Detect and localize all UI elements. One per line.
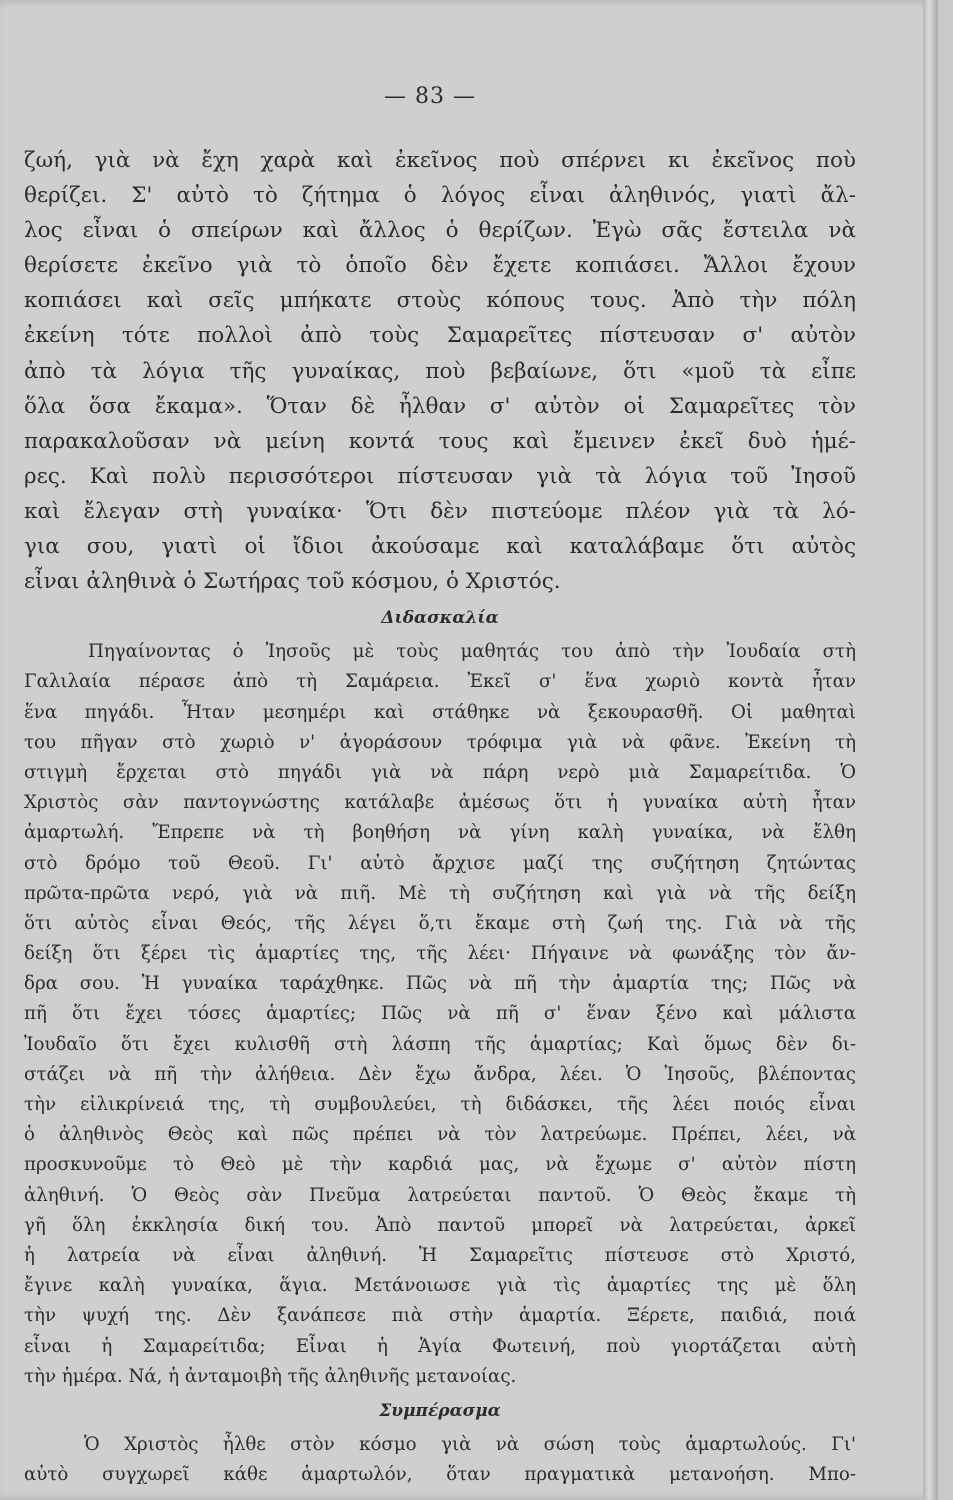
text-line: ζωή, γιὰ νὰ ἔχη χαρὰ καὶ ἐκεῖνος ποὺ σπέρνει κι ἐκεῖνος ποὺ: [24, 148, 856, 173]
page-edge: [923, 0, 938, 1500]
text-line: στάζει νὰ πῆ τὴν ἀλήθεια. Δὲν ἔχω ἄνδρα, λέει. Ὁ Ἰησοῦς, βλέποντας: [24, 1063, 856, 1085]
text-line: λος εἶναι ὁ σπείρων καὶ ἄλλος ὁ θερίζων. Ἐγὼ σᾶς ἔστειλα νὰ: [24, 218, 856, 244]
text-line: ἔγινε καλὴ γυναίκα, ἅγια. Μετάνοιωσε γιὰ τὶς ἁμαρτίες της μὲ ὅλη: [24, 1275, 856, 1297]
text-line: Γαλιλαία πέρασε ἀπὸ τὴ Σαμάρεια. Ἐκεῖ σ' ἕνα χωριὸ κοντὰ ἦταν: [24, 671, 856, 693]
text-line: θερίζει. Σ' αὐτὸ τὸ ζήτημα ὁ λόγος εἶναι ἀληθινός, γιατὶ ἄλ-: [24, 183, 856, 209]
text-line: θερίσετε ἐκεῖνο γιὰ τὸ ὁποῖο δὲν ἔχετε κοπιάσει. Ἄλλοι ἔχουν: [24, 253, 856, 279]
text-line: Ὁ Χριστὸς ἦλθε στὸν κόσμο γιὰ νὰ σώση τοὺς ἁμαρτωλούς. Γι': [84, 1433, 856, 1455]
text-line: τὴν εἰλικρίνειά της, τὴ συμβουλεύει, τὴ διδάσκει, τῆς λέει ποιός εἶναι: [24, 1094, 856, 1116]
text-line: αὐτὸ συγχωρεῖ κάθε ἁμαρτωλόν, ὅταν πραγματικὰ μετανοήση. Μπο-: [24, 1464, 856, 1486]
text-line: ἀπὸ τὰ λόγια τῆς γυναίκας, ποὺ βεβαίωνε, ὅτι «μοῦ τὰ εἶπε: [24, 358, 856, 384]
text-line: ἐκείνη τότε πολλοὶ ἀπὸ τοὺς Σαμαρεῖτες πίστευσαν σ' αὐτὸν: [24, 323, 856, 349]
text-line: εἶναι ἡ Σαμαρείτιδα; Εἶναι ἡ Ἁγία Φωτεινή, ποὺ γιορτάζεται αὐτὴ: [24, 1335, 856, 1357]
text-line: ἁμαρτωλή. Ἔπρεπε νὰ τὴ βοηθήση νὰ γίνη καλὴ γυναίκα, νὰ ἔλθη: [24, 822, 856, 844]
text-line: ρες. Καὶ πολὺ περισσότεροι πίστευσαν γιὰ τὰ λόγια τοῦ Ἰησοῦ: [24, 463, 856, 489]
text-line: στὸ δρόμο τοῦ Θεοῦ. Γι' αὐτὸ ἄρχισε μαζί της συζήτηση ζητώντας: [24, 852, 856, 874]
section-heading-symperasma: Συμπέρασμα: [379, 1400, 501, 1421]
text-line: δείξη ὅτι ξέρει τὶς ἁμαρτίες της, τῆς λέει· Πήγαινε νὰ φωνάξης τὸν ἄν-: [24, 943, 856, 965]
text-line: παρακαλοῦσαν νὰ μείνη κοντά τους καὶ ἔμεινεν ἐκεῖ δυὸ ἡμέ-: [24, 428, 856, 454]
text-line: για σου, γιατὶ οἱ ἴδιοι ἀκούσαμε καὶ καταλάβαμε ὅτι αὐτὸς: [24, 534, 856, 560]
text-line: εἶναι ἀληθινὰ ὁ Σωτήρας τοῦ κόσμου, ὁ Χριστός.: [24, 569, 561, 595]
text-line: τὴν ψυχή της. Δὲν ξανάπεσε πιὰ στὴν ἁμαρτία. Ξέρετε, παιδιά, ποιά: [24, 1305, 856, 1327]
teaching-paragraph: [24, 637, 856, 1392]
text-line: στιγμὴ ἔρχεται στὸ πηγάδι γιὰ νὰ πάρη νερὸ μιὰ Σαμαρείτιδα. Ὁ: [24, 761, 856, 783]
conclusion-paragraph: [24, 1430, 856, 1490]
text-line: Ἰουδαῖο ὅτι ἔχει κυλισθῆ στὴ λάσπη τῆς ἁμαρτίας; Καὶ ὅμως δὲν δι-: [24, 1033, 856, 1055]
text-line: ὁ ἀληθινὸς Θεὸς καὶ πῶς πρέπει νὰ τὸν λατρεύωμε. Πρέπει, λέει, νὰ: [24, 1124, 856, 1146]
text-line: πρῶτα-πρῶτα νερό, γιὰ νὰ πιῆ. Μὲ τὴ συζήτηση καὶ γιὰ νὰ τῆς δείξη: [24, 882, 856, 904]
text-line: Πηγαίνοντας ὁ Ἰησοῦς μὲ τοὺς μαθητάς του ἀπὸ τὴν Ἰουδαία στὴ: [88, 641, 856, 663]
text-line: καὶ ἔλεγαν στὴ γυναίκα· Ὅτι δὲν πιστεύομε πλέον γιὰ τὰ λό-: [24, 498, 856, 524]
text-line: γῆ ὅλη ἐκκλησία δική του. Ἀπὸ παντοῦ μπορεῖ νὰ λατρεύεται, ἀρκεῖ: [24, 1214, 856, 1236]
text-line: πῆ ὅτι ἔχει τόσες ἁμαρτίες; Πῶς νὰ πῆ σ' ἕναν ξένο καὶ μάλιστα: [24, 1003, 856, 1025]
text-line: του πῆγαν στὸ χωριὸ ν' ἀγοράσουν τρόφιμα γιὰ νὰ φᾶνε. Ἐκείνη τὴ: [24, 731, 856, 753]
text-line: προσκυνοῦμε τὸ Θεὸ μὲ τὴν καρδιά μας, νὰ ἔχωμε σ' αὐτὸν πίστη: [24, 1154, 856, 1176]
intro-paragraph: [24, 143, 856, 599]
section-heading-didaskalia: Διδασκαλία: [381, 608, 499, 629]
text-line: κοπιάσει καὶ σεῖς μπήκατε στοὺς κόπους τους. Ἀπὸ τὴν πόλη: [24, 288, 856, 314]
text-line: Χριστὸς σὰν παντογνώστης κατάλαβε ἀμέσως ὅτι ἡ γυναίκα αὐτὴ ἦταν: [24, 792, 856, 814]
page-body: [24, 143, 856, 1490]
text-line: ἀληθινή. Ὁ Θεὸς σὰν Πνεῦμα λατρεύεται παντοῦ. Ὁ Θεὸς ἔκαμε τὴ: [24, 1184, 856, 1206]
page-number: — 83 —: [384, 84, 476, 109]
text-line: ἡ λατρεία νὰ εἶναι ἀληθινή. Ἡ Σαμαρεῖτις πίστευσε στὸ Χριστό,: [24, 1244, 856, 1266]
text-line: ὅλα ὅσα ἔκαμα». Ὅταν δὲ ἦλθαν σ' αὐτὸν οἱ Σαμαρεῖτες τὸν: [24, 393, 856, 419]
text-line: δρα σου. Ἡ γυναίκα ταράχθηκε. Πῶς νὰ πῆ τὴν ἁμαρτία της; Πῶς νὰ: [24, 973, 856, 995]
text-line: τὴν ἡμέρα. Νά, ἡ ἀνταμοιβὴ τῆς ἀληθινῆς μετανοίας.: [24, 1365, 517, 1387]
text-line: ἕνα πηγάδι. Ἦταν μεσημέρι καὶ στάθηκε νὰ ξεκουρασθῆ. Οἱ μαθηταὶ: [24, 701, 856, 723]
text-line: ὅτι αὐτὸς εἶναι Θεός, τῆς λέγει ὅ,τι ἔκαμε στὴ ζωή της. Γιὰ νὰ τῆς: [24, 912, 856, 934]
